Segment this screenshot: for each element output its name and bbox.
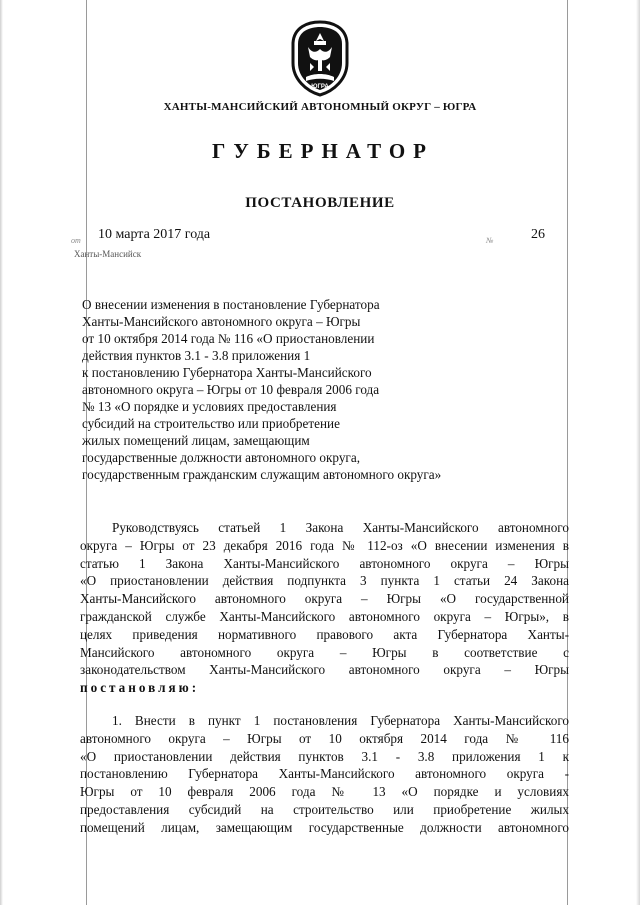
- subject-line: к постановлению Губернатора Ханты-Мансийского: [82, 365, 372, 380]
- subject-line: О внесении изменения в постановление Губернатора: [82, 297, 380, 312]
- resolve-word: постановляю:: [80, 680, 200, 696]
- clause-line: помещений лицам, замещающим государственные должности автономного: [80, 819, 569, 835]
- number-sign: №: [486, 236, 494, 245]
- document-type: ПОСТАНОВЛЕНИЕ: [245, 195, 395, 211]
- clause-line: предоставления субсидий на строительство или приобретение жилых: [80, 801, 569, 817]
- subject-line: № 13 «О порядке и условиях предоставления: [82, 399, 337, 414]
- preamble-line: Руководствуясь статьей 1 Закона Ханты-Мансийского автономного: [112, 520, 569, 535]
- clause-line: автономного округа – Югры от 10 октября 2014 года № 116: [80, 730, 569, 746]
- preamble-line: целях приведения нормативного правового акта Губернатора Ханты-: [80, 626, 569, 642]
- preamble-paragraph: [80, 519, 569, 697]
- clause-line: Югры от 10 февраля 2006 года № 13 «О порядке и условиях: [80, 784, 569, 800]
- scan-edge-right: [636, 0, 640, 905]
- scan-edge-left: [0, 0, 3, 905]
- city-name: Ханты-Мансийск: [74, 249, 142, 259]
- clause-line: «О приостановлении действия пунктов 3.1 - 3.8 приложения 1 к: [80, 748, 569, 764]
- document-number: 26: [531, 227, 545, 242]
- preamble-line: округа – Югры от 23 декабря 2016 года № 112-оз «О внесении изменения в: [80, 537, 569, 553]
- subject-line: от 10 октября 2014 года № 116 «О приостановлении: [82, 331, 375, 346]
- document-subject: [82, 296, 512, 483]
- preamble-line: Ханты-Мансийского автономного округа – Югры «О государственной: [80, 591, 569, 607]
- preamble-line: статью 1 Закона Ханты-Мансийского автономного округа – Югры: [80, 555, 569, 571]
- emblem-khmao-icon: [288, 19, 352, 97]
- region-title: ХАНТЫ-МАНСИЙСКИЙ АВТОНОМНЫЙ ОКРУГ – ЮГРА: [163, 101, 477, 113]
- preamble-line: «О приостановлении действия подпункта 3 пункта 1 статьи 24 Закона: [80, 573, 569, 589]
- subject-line: субсидий на строительство или приобретение: [82, 416, 340, 431]
- preamble-line: Мансийского автономного округа – Югры в соответствие с: [80, 644, 569, 660]
- subject-line: Ханты-Мансийского автономного округа – Югры: [82, 314, 361, 329]
- clause-line: постановлению Губернатора Ханты-Мансийского автономного округа -: [80, 766, 569, 782]
- subject-line: действия пунктов 3.1 - 3.8 приложения 1: [82, 348, 311, 363]
- date-prefix: от: [71, 236, 81, 245]
- authority-title: ГУБЕРНАТОР: [211, 139, 435, 163]
- svg-text:ЮГРА: ЮГРА: [311, 84, 329, 90]
- subject-line: государственные должности автономного округа,: [82, 450, 360, 465]
- subject-line: государственным гражданским служащим автономного округа»: [82, 467, 442, 482]
- clause-1-paragraph: [80, 712, 569, 837]
- preamble-line: гражданской службе Ханты-Мансийского автономного округа – Югры», в: [80, 608, 569, 624]
- preamble-line: законодательством Ханты-Мансийского автономного округа – Югры: [80, 662, 569, 678]
- document-date: 10 марта 2017 года: [98, 227, 211, 242]
- subject-line: автономного округа – Югры от 10 февраля 2006 года: [82, 382, 380, 397]
- clause-line: 1. Внести в пункт 1 постановления Губернатора Ханты-Мансийского: [112, 713, 569, 728]
- subject-line: жилых помещений лицам, замещающим: [82, 433, 310, 448]
